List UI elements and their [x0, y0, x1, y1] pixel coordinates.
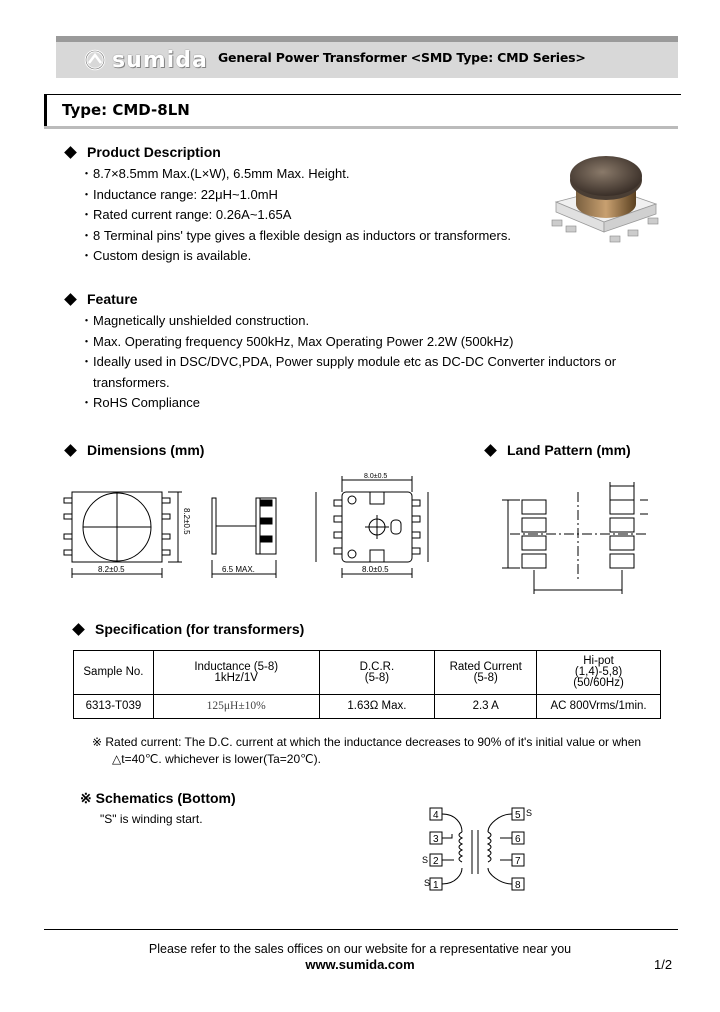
- table-cell: 6313-T039: [74, 695, 154, 719]
- header-line: Rated Current: [449, 660, 522, 673]
- pin-label: 1: [433, 880, 439, 891]
- dim-label: 8.2±0.5: [98, 565, 125, 574]
- table-cell: AC 800Vrms/1min.: [537, 695, 661, 719]
- winding-start-mark: S: [526, 808, 533, 818]
- dimensions-title: Dimensions (mm): [87, 442, 205, 458]
- product-description-heading: [66, 144, 221, 160]
- diamond-bullet-icon: [64, 146, 77, 159]
- bottom-view: [316, 476, 428, 578]
- header-line: Sample No.: [83, 666, 144, 678]
- pin-label: 8: [515, 880, 521, 891]
- list-item: ・Magnetically unshielded construction.: [80, 313, 310, 328]
- pin-label: 7: [515, 856, 521, 867]
- product-description-list: [80, 164, 511, 267]
- pin-label: 3: [433, 834, 439, 845]
- table-header: [537, 651, 661, 695]
- dimensions-drawing: [60, 470, 450, 590]
- land-pattern-title: Land Pattern (mm): [507, 442, 631, 458]
- dimensions-heading: [66, 442, 204, 458]
- footer-note: Please refer to the sales offices on our website for a representative near you: [148, 942, 572, 956]
- header-line: (1,4)-5,8): [574, 666, 623, 678]
- sumida-logo-icon: [84, 49, 106, 71]
- dim-label: 6.5 MAX.: [222, 565, 255, 574]
- list-item: ・RoHS Compliance: [80, 395, 200, 411]
- note-line: △t=40℃. whichever is lower(Ta=20℃).: [112, 752, 321, 766]
- specification-heading: [74, 621, 304, 637]
- note-line: ※ Rated current: The D.C. current at which the inductance decreases to 90% of it's initial value or when: [92, 735, 642, 749]
- header-line: (5-8): [473, 671, 498, 684]
- schematic-diagram: [416, 804, 540, 896]
- pin-label: 5: [515, 810, 521, 821]
- header-line: 1kHz/1V: [214, 671, 258, 684]
- product-photo: [548, 152, 664, 256]
- list-item: ・8.7×8.5mm Max.(L×W), 6.5mm Max. Height.: [80, 166, 350, 181]
- dim-label: 8.0±0.5: [362, 565, 389, 574]
- rated-current-note: [92, 734, 641, 768]
- pin-label: 6: [515, 834, 521, 845]
- table-cell: 1.63Ω Max.: [319, 695, 435, 719]
- schematics-heading: [80, 790, 236, 807]
- windings: [442, 814, 512, 884]
- winding-start-mark: S: [424, 878, 431, 888]
- diamond-bullet-icon: [484, 444, 497, 457]
- table-header: [153, 651, 319, 695]
- table-cell: 2.3 A: [435, 695, 537, 719]
- type-title: Type: CMD-8LN: [62, 101, 190, 119]
- dim-label: 8.0±0.5: [364, 473, 388, 480]
- header-line: Hi-pot: [583, 655, 614, 667]
- list-item: ・Ideally used in DSC/DVC,PDA, Power supply module etc as DC-DC Converter inductors or: [80, 354, 617, 370]
- list-item: ・Max. Operating frequency 500kHz, Max Operating Power 2.2W (500kHz): [80, 333, 514, 349]
- dim-label: 8.2±0.5: [182, 508, 191, 535]
- schematics-note: "S" is winding start.: [100, 812, 203, 826]
- table-header: [74, 651, 154, 695]
- header-line: D.C.R.: [359, 660, 395, 673]
- land-pattern-heading: [486, 442, 631, 458]
- diamond-bullet-icon: [72, 623, 85, 636]
- list-item: ・Custom design is available.: [80, 248, 252, 264]
- list-item: ・8 Terminal pins' type gives a flexible design as inductors or transformers.: [80, 227, 511, 243]
- schematics-title: ※ Schematics (Bottom): [80, 790, 236, 806]
- winding-start-mark: S: [422, 855, 429, 865]
- pin-label: 2: [433, 856, 439, 867]
- diamond-bullet-icon: [64, 293, 77, 306]
- specification-title: Specification (for transformers): [95, 621, 305, 637]
- sumida-logo: [84, 46, 208, 74]
- list-item: ・Rated current range: 0.26A~1.65A: [80, 207, 292, 223]
- spec-table: [73, 650, 661, 719]
- logo-text: sumida: [112, 47, 208, 73]
- table-cell: 125μH±10%: [153, 695, 319, 719]
- table-header: [319, 651, 435, 695]
- header-title: General Power Transformer <SMD Type: CMD Series>: [218, 50, 586, 65]
- feature-list: [80, 311, 616, 414]
- product-description-title: Product Description: [87, 144, 221, 160]
- list-item: transformers.: [93, 374, 170, 390]
- diamond-bullet-icon: [64, 444, 77, 457]
- website-link[interactable]: www.sumida.com: [305, 957, 415, 972]
- type-title-shadow: [44, 126, 678, 129]
- list-item: ・Inductance range: 22μH~1.0mH: [80, 186, 278, 202]
- header-line: (5-8): [364, 671, 390, 684]
- land-pattern-drawing: [496, 472, 656, 600]
- pin-label: 4: [433, 810, 439, 821]
- table-row: [74, 695, 661, 719]
- header-line: (50/60Hz): [573, 677, 624, 689]
- table-header: [435, 651, 537, 695]
- page-number: 1/2: [654, 957, 673, 972]
- feature-heading: [66, 291, 138, 307]
- footer-divider: [44, 929, 678, 930]
- table-header-row: [74, 651, 661, 695]
- feature-title: Feature: [87, 291, 138, 307]
- header-line: Inductance (5-8): [194, 660, 279, 673]
